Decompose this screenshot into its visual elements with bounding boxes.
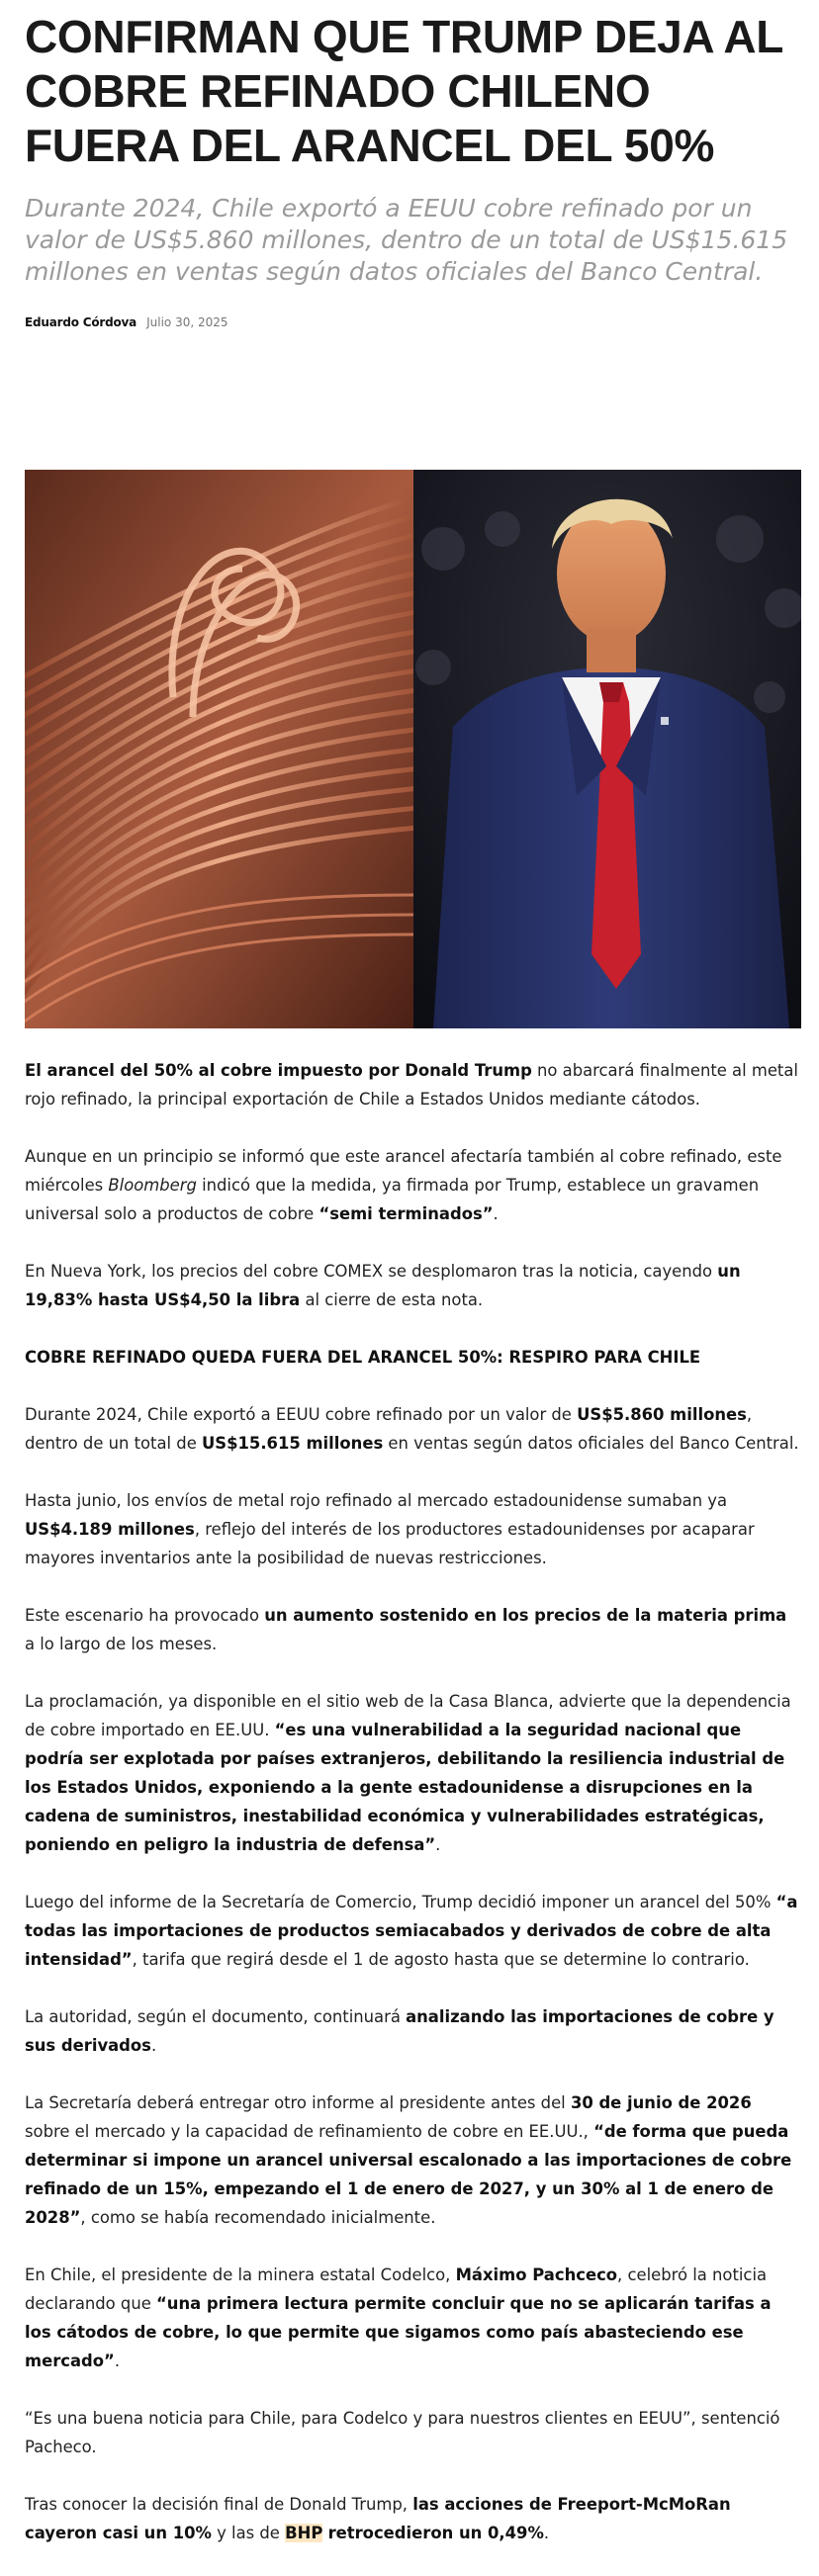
- quote: “una primera lectura permite concluir que no se aplicarán tarifas a los cátodos de cobre, lo que permite que sigamos como país abasteciendo ese mercado”: [25, 2294, 772, 2370]
- quote: “de forma que pueda determinar si impone un arancel universal escalonado a las importaciones de cobre refinado de un 15%, empezando el 1 de enero de 2027, y un 30% al 1 de enero de 2028”: [25, 2122, 792, 2227]
- text: Tras conocer la decisión final de Donald Trump,: [25, 2495, 413, 2514]
- text: .: [114, 2352, 121, 2370]
- trump-portrait-photo: [413, 470, 802, 1028]
- text: sobre el mercado y la capacidad de refinamiento de cobre en EE.UU.,: [25, 2122, 594, 2141]
- highlighted-term: BHP: [285, 2524, 323, 2542]
- text: “Es una buena noticia para Chile, para Codelco y para nuestros clientes en EEUU”, sentenció Pacheco.: [25, 2409, 780, 2456]
- emphasis: El arancel del 50% al cobre impuesto por Donald Trump: [25, 1061, 532, 1080]
- text: en ventas según datos oficiales del Banco Central.: [383, 1434, 799, 1453]
- paragraph-1: [25, 1056, 801, 1113]
- article-subtitle: Durante 2024, Chile exportó a EEUU cobre refinado por un valor de US$5.860 millones, dentro de un total de US$15.615 millones en ventas según datos oficiales del Banco Central.: [25, 194, 788, 286]
- text: La proclamación, ya disponible en el sitio web de la Casa Blanca, advierte que la dependencia de cobre importado en EE.UU.: [25, 1692, 791, 1739]
- emphasis: retrocedieron un 0,49%: [327, 2524, 544, 2542]
- paragraph-13: [25, 2490, 801, 2547]
- text: Hasta junio, los envíos de metal rojo refinado al mercado estadounidense sumaban ya: [25, 1491, 728, 1510]
- section-heading: COBRE REFINADO QUEDA FUERA DEL ARANCEL 50%: RESPIRO PARA CHILE: [25, 1348, 701, 1367]
- text: Aunque en un principio se informó que este arancel afectaría también al cobre refinado, este miércoles: [25, 1147, 782, 1195]
- text: La autoridad, según el documento, continuará: [25, 2007, 407, 2026]
- author-name[interactable]: Eduardo Córdova: [25, 315, 137, 329]
- paragraph-9: [25, 2002, 801, 2060]
- quote: “es una vulnerabilidad a la seguridad nacional que podría ser explotada por países extranjeros, debilitando la resiliencia industrial de los Estados Unidos, exponiendo a la gente estadounidense a disrupciones en la cadena de suministros, inestabilidad económica y vulnerabilidades estratégicas, poniendo en peligro la industria de defensa”: [25, 1721, 785, 1854]
- text: Durante 2024, Chile exportó a EEUU cobre refinado por un valor de: [25, 1405, 578, 1424]
- text: y las de: [211, 2524, 286, 2542]
- paragraph-6: [25, 1601, 801, 1658]
- quote: “a todas las importaciones de productos semiacabados y derivados de cobre de alta intensidad”: [25, 1893, 798, 1969]
- copper-wire-photo: [25, 470, 413, 1028]
- emphasis: US$15.615 millones: [202, 1434, 384, 1453]
- paragraph-4: [25, 1400, 801, 1458]
- text: , como se había recomendado inicialmente.: [80, 2208, 436, 2227]
- byline: [25, 315, 801, 329]
- text: , dentro de un total de: [25, 1405, 753, 1453]
- text: La Secretaría deberá entregar otro informe al presidente antes del: [25, 2093, 571, 2112]
- article-body: [25, 1056, 801, 2576]
- source-name: Bloomberg: [108, 1176, 197, 1195]
- text: no abarcará finalmente al metal rojo refinado, la principal exportación de Chile a Estados Unidos mediante cátodos.: [25, 1061, 798, 1109]
- paragraph-7: [25, 1687, 801, 1859]
- hero-image: [25, 470, 801, 1028]
- text: En Chile, el presidente de la minera estatal Codelco,: [25, 2265, 456, 2284]
- emphasis: US$5.860 millones: [577, 1405, 747, 1424]
- emphasis: “semi terminados”: [318, 1204, 494, 1223]
- text: .: [493, 1204, 499, 1223]
- paragraph-10: [25, 2088, 801, 2232]
- text: .: [150, 2036, 157, 2055]
- text: .: [435, 1835, 441, 1854]
- emphasis: analizando las importaciones de cobre y sus derivados: [25, 2007, 774, 2055]
- copper-wire-illustration: [25, 470, 413, 1028]
- publish-date: Julio 30, 2025: [146, 315, 228, 329]
- text: .: [543, 2524, 550, 2542]
- text: Este escenario ha provocado: [25, 1606, 265, 1625]
- text: indicó que la medida, ya firmada por Trump, establece un gravamen universal solo a productos de cobre: [25, 1176, 760, 1223]
- person-name: Máximo Pachceco: [455, 2265, 618, 2284]
- paragraph-5: [25, 1486, 801, 1572]
- paragraph-12: [25, 2404, 801, 2461]
- text: al cierre de esta nota.: [300, 1290, 484, 1309]
- paragraph-3: [25, 1257, 801, 1314]
- article-header: [25, 0, 801, 329]
- article-title: CONFIRMAN QUE TRUMP DEJA AL COBRE REFINADO CHILENO FUERA DEL ARANCEL DEL 50%: [25, 11, 783, 171]
- portrait-illustration: [413, 470, 802, 1028]
- text: , reflejo del interés de los productores estadounidenses por acaparar mayores inventarios ante la posibilidad de nuevas restricciones.: [25, 1520, 755, 1567]
- paragraph-11: [25, 2261, 801, 2375]
- emphasis: 30 de junio de 2026: [570, 2093, 752, 2112]
- emphasis: US$4.189 millones: [25, 1520, 195, 1539]
- emphasis: las acciones de Freeport-McMoRan cayeron casi un 10%: [25, 2495, 731, 2542]
- paragraph-8: [25, 1888, 801, 1974]
- text: , tarifa que regirá desde el 1 de agosto hasta que se determine lo contrario.: [132, 1950, 750, 1969]
- text: En Nueva York, los precios del cobre COMEX se desplomaron tras la noticia, cayendo: [25, 1262, 718, 1281]
- text: a lo largo de los meses.: [25, 1635, 218, 1653]
- text: Luego del informe de la Secretaría de Comercio, Trump decidió imponer un arancel del 50%: [25, 1893, 776, 1911]
- paragraph-2: [25, 1142, 801, 1228]
- emphasis: un 19,83% hasta US$4,50 la libra: [25, 1262, 741, 1309]
- emphasis: un aumento sostenido en los precios de la materia prima: [264, 1606, 787, 1625]
- text: , celebró la noticia declarando que: [25, 2265, 768, 2313]
